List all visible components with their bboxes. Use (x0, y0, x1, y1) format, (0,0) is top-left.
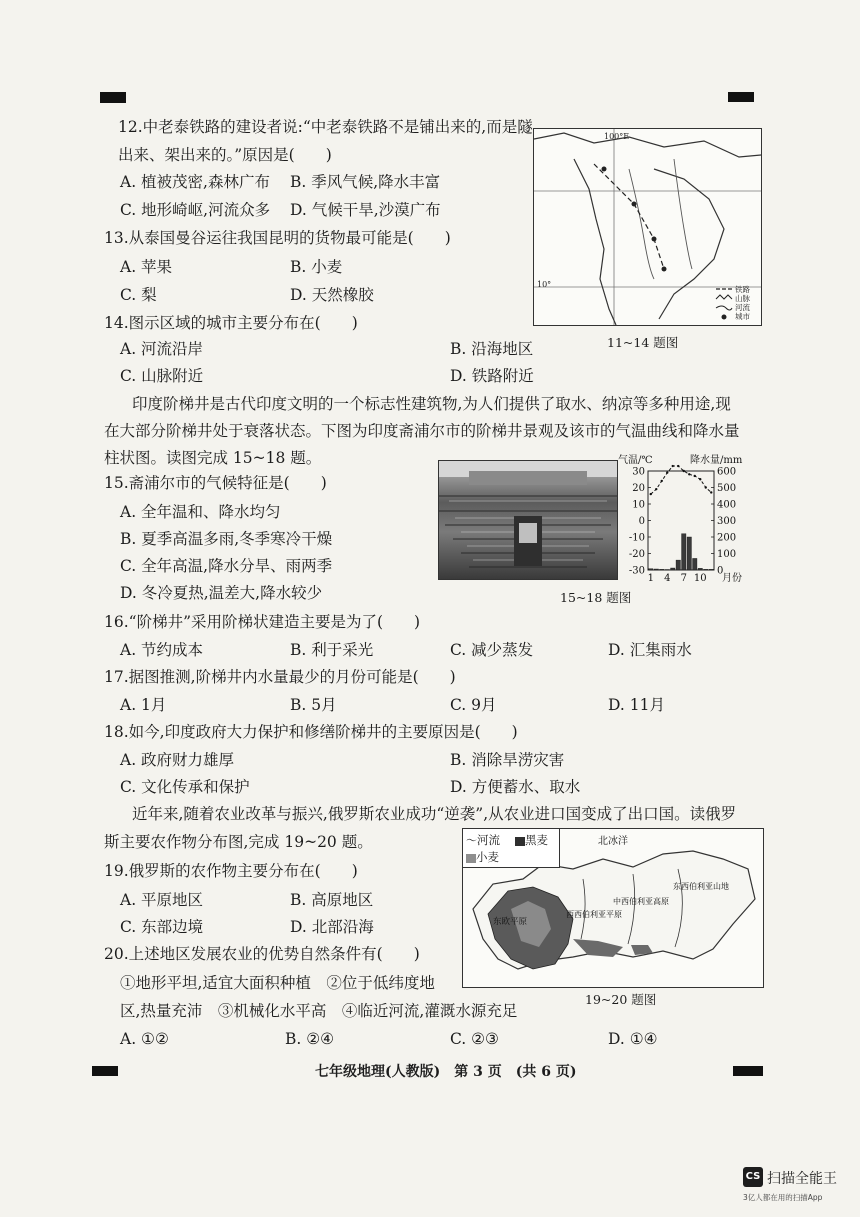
map-lat-label: 10° (537, 280, 552, 289)
q18-option-b: B. 消除旱涝灾害 (450, 751, 565, 769)
rye-swatch-icon (515, 837, 525, 846)
page-footer: 七年级地理(人教版) 第 3 页 (共 6 页) (315, 1064, 577, 1080)
q16-option-b: B. 利于采光 (290, 641, 374, 659)
camscanner-app-name: 扫描全能王 (767, 1171, 837, 1187)
climate-right-tick-label: 400 (717, 499, 737, 511)
climate-chart-svg (618, 452, 768, 588)
russia-east-siberian-mountains-label: 东西伯利亚山地 (673, 882, 729, 891)
legend-river-label: 河流 (477, 833, 500, 847)
q17-option-b: B. 5月 (290, 696, 337, 714)
passage-russia-line2: 斯主要农作物分布图,完成 19~20 题。 (104, 833, 373, 851)
legend-wheat-item (466, 849, 499, 865)
climate-month-tick-label: 10 (693, 573, 707, 584)
precipitation-bar (671, 568, 675, 570)
temperature-point (710, 491, 712, 493)
q12-option-d: D. 气候干旱,沙漠广布 (290, 201, 441, 219)
russia-crop-map (462, 828, 764, 988)
climate-month-tick-label: 1 (647, 573, 654, 584)
q14-stem: 14.图示区域的城市主要分布在( ) (104, 314, 358, 332)
figure-caption-15-18: 15~18 题图 (560, 590, 632, 605)
q12-option-a: A. 植被茂密,森林广布 (120, 173, 270, 191)
temperature-point (650, 493, 652, 495)
q13-option-c: C. 梨 (120, 286, 157, 304)
climate-left-tick-label: 10 (632, 499, 645, 511)
q17-option-d: D. 11月 (608, 696, 665, 714)
russia-central-siberian-plateau-label: 中西伯利亚高原 (613, 897, 669, 906)
q13-option-d: D. 天然橡胶 (290, 286, 374, 304)
legend-mountain: 山脉 (735, 294, 750, 303)
q18-stem: 18.如今,印度政府大力保护和修缮阶梯井的主要原因是( ) (104, 723, 518, 741)
q19-option-d: D. 北部沿海 (290, 918, 374, 936)
registration-mark-bottom-right (733, 1066, 763, 1076)
figure-caption-11-14: 11~14 题图 (607, 335, 679, 350)
q15-option-b: B. 夏季高温多雨,冬季寒冷干燥 (120, 530, 333, 548)
climate-chart (618, 452, 768, 588)
q16-option-d: D. 汇集雨水 (608, 641, 692, 659)
q20-option-c: C. ②③ (450, 1030, 499, 1048)
q19-option-b: B. 高原地区 (290, 891, 374, 909)
q20-option-d: D. ①④ (608, 1030, 658, 1048)
temperature-point (672, 465, 674, 467)
legend-river: 河流 (735, 303, 750, 312)
q18-option-a: A. 政府财力雄厚 (120, 751, 235, 769)
temperature-point (705, 486, 707, 488)
q17-stem: 17.据图推测,阶梯井内水量最少的月份可能是( ) (104, 668, 456, 686)
climate-right-tick-label: 600 (717, 466, 737, 478)
climate-month-tick-label: 4 (664, 573, 671, 584)
precipitation-bar (682, 534, 686, 570)
river-symbol-icon: 〜 (466, 834, 477, 847)
legend-city: 城市 (735, 312, 750, 321)
legend-railway: 铁路 (735, 285, 750, 294)
q20-option-a: A. ①② (120, 1030, 169, 1048)
passage-stepwell-line1: 印度阶梯井是古代印度文明的一个标志性建筑物,为人们提供了取水、纳凉等多种用途,现 (132, 395, 731, 413)
precipitation-bar (660, 569, 664, 570)
registration-mark-bottom-left (92, 1066, 118, 1076)
q20-statement-line2: 区,热量充沛 ③机械化水平高 ④临近河流,灌溉水源充足 (120, 1002, 518, 1020)
map-lon-label: 100°E (604, 132, 630, 141)
southeast-asia-map (533, 128, 762, 326)
q14-option-a: A. 河流沿岸 (120, 340, 204, 358)
temperature-point (683, 470, 685, 472)
precipitation-bar (649, 569, 653, 570)
climate-x-axis-label: 月份 (722, 573, 742, 584)
climate-plot-frame (648, 471, 714, 570)
precipitation-bar (687, 537, 691, 570)
stepwell-photo-drawing (439, 461, 617, 579)
temperature-point (677, 465, 679, 467)
q14-option-d: D. 铁路附近 (450, 367, 534, 385)
legend-rye-label: 黑麦 (525, 833, 548, 847)
q16-option-a: A. 节约成本 (120, 641, 204, 659)
temperature-point (694, 475, 696, 477)
q15-option-d: D. 冬冷夏热,温差大,降水较少 (120, 584, 323, 602)
q17-option-c: C. 9月 (450, 696, 497, 714)
figure-caption-19-20: 19~20 题图 (585, 992, 657, 1007)
russia-map-legend (463, 829, 560, 868)
climate-left-tick-label: 20 (632, 483, 645, 494)
legend-river-item (466, 832, 500, 848)
temperature-point (661, 480, 663, 482)
q12-stem-line1: 12.中老泰铁路的建设者说:“中老泰铁路不是铺出来的,而是隧 (118, 118, 533, 136)
q20-stem: 20.上述地区发展农业的优势自然条件有( ) (104, 945, 420, 963)
russia-west-siberian-plain-label: 西西伯利亚平原 (566, 910, 622, 919)
southeast-asia-map-drawing (534, 129, 761, 325)
passage-stepwell-line2: 在大部分阶梯井处于衰落状态。下图为印度斋浦尔市的阶梯井景观及该市的气温曲线和降水量 (104, 422, 740, 440)
climate-month-tick-label: 7 (680, 573, 687, 584)
passage-russia-line1: 近年来,随着农业改革与振兴,俄罗斯农业成功“逆袭”,从农业进口国变成了出口国。读俄罗 (132, 805, 737, 823)
precipitation-bar (676, 560, 680, 570)
climate-right-tick-label: 0 (717, 565, 724, 577)
precipitation-bar (709, 569, 713, 570)
q19-option-a: A. 平原地区 (120, 891, 204, 909)
q20-option-b: B. ②④ (285, 1030, 335, 1048)
q13-option-b: B. 小麦 (290, 258, 343, 276)
russia-east-european-plain-label: 东欧平原 (493, 917, 528, 927)
camscanner-tagline: 3亿人都在用的扫描App (743, 1193, 823, 1202)
climate-right-tick-label: 300 (717, 516, 737, 527)
q19-option-c: C. 东部边境 (120, 918, 204, 936)
climate-right-tick-label: 100 (717, 549, 737, 560)
climate-y-left-label: 气温/℃ (618, 455, 653, 466)
q14-option-b: B. 沿海地区 (450, 340, 534, 358)
precipitation-bar (654, 569, 658, 570)
registration-mark-top-right (728, 92, 754, 102)
q16-stem: 16.“阶梯井”采用阶梯状建造主要是为了( ) (104, 613, 421, 631)
passage-stepwell-line3: 柱状图。读图完成 15~18 题。 (104, 449, 322, 467)
temperature-point (655, 488, 657, 490)
temperature-line (651, 466, 712, 494)
precipitation-bar (698, 568, 702, 570)
q15-option-a: A. 全年温和、降水均匀 (120, 503, 281, 521)
q18-option-c: C. 文化传承和保护 (120, 778, 250, 796)
registration-mark-top-left (100, 92, 126, 103)
russia-arctic-ocean-label: 北冰洋 (598, 836, 628, 847)
climate-right-tick-label: 200 (717, 532, 737, 544)
q12-option-c: C. 地形崎岖,河流众多 (120, 201, 271, 219)
precipitation-bar (704, 569, 708, 570)
temperature-point (688, 473, 690, 475)
q15-option-c: C. 全年高温,降水分旱、雨两季 (120, 557, 333, 575)
climate-left-tick-label: 0 (638, 516, 645, 527)
q15-stem: 15.斋浦尔市的气候特征是( ) (104, 474, 327, 492)
precipitation-bar (693, 558, 697, 570)
legend-wheat-label: 小麦 (476, 850, 499, 864)
q12-stem-line2: 出来、架出来的。”原因是( ) (118, 146, 332, 164)
climate-left-tick-label: -20 (628, 549, 645, 560)
legend-rye-item (515, 832, 548, 848)
climate-left-tick-label: -30 (628, 565, 645, 577)
q18-option-d: D. 方便蓄水、取水 (450, 778, 581, 796)
climate-left-tick-label: -10 (628, 532, 645, 544)
q12-option-b: B. 季风气候,降水丰富 (290, 173, 441, 191)
q20-statement-line1: ①地形平坦,适宜大面积种植 ②位于低纬度地 (120, 974, 435, 992)
q19-stem: 19.俄罗斯的农作物主要分布在( ) (104, 862, 358, 880)
map-legend (716, 284, 750, 321)
climate-right-tick-label: 500 (717, 483, 737, 494)
camscanner-logo-icon: CS (743, 1167, 763, 1187)
climate-y-right-label: 降水量/mm (690, 455, 743, 466)
q16-option-c: C. 减少蒸发 (450, 641, 534, 659)
wheat-swatch-icon (466, 854, 476, 863)
climate-left-tick-label: 30 (632, 466, 645, 478)
q13-option-a: A. 苹果 (120, 258, 173, 276)
temperature-point (666, 471, 668, 473)
q14-option-c: C. 山脉附近 (120, 367, 204, 385)
temperature-point (699, 478, 701, 480)
q17-option-a: A. 1月 (120, 696, 167, 714)
q13-stem: 13.从泰国曼谷运往我国昆明的货物最可能是( ) (104, 229, 451, 247)
stepwell-photo (438, 460, 618, 580)
